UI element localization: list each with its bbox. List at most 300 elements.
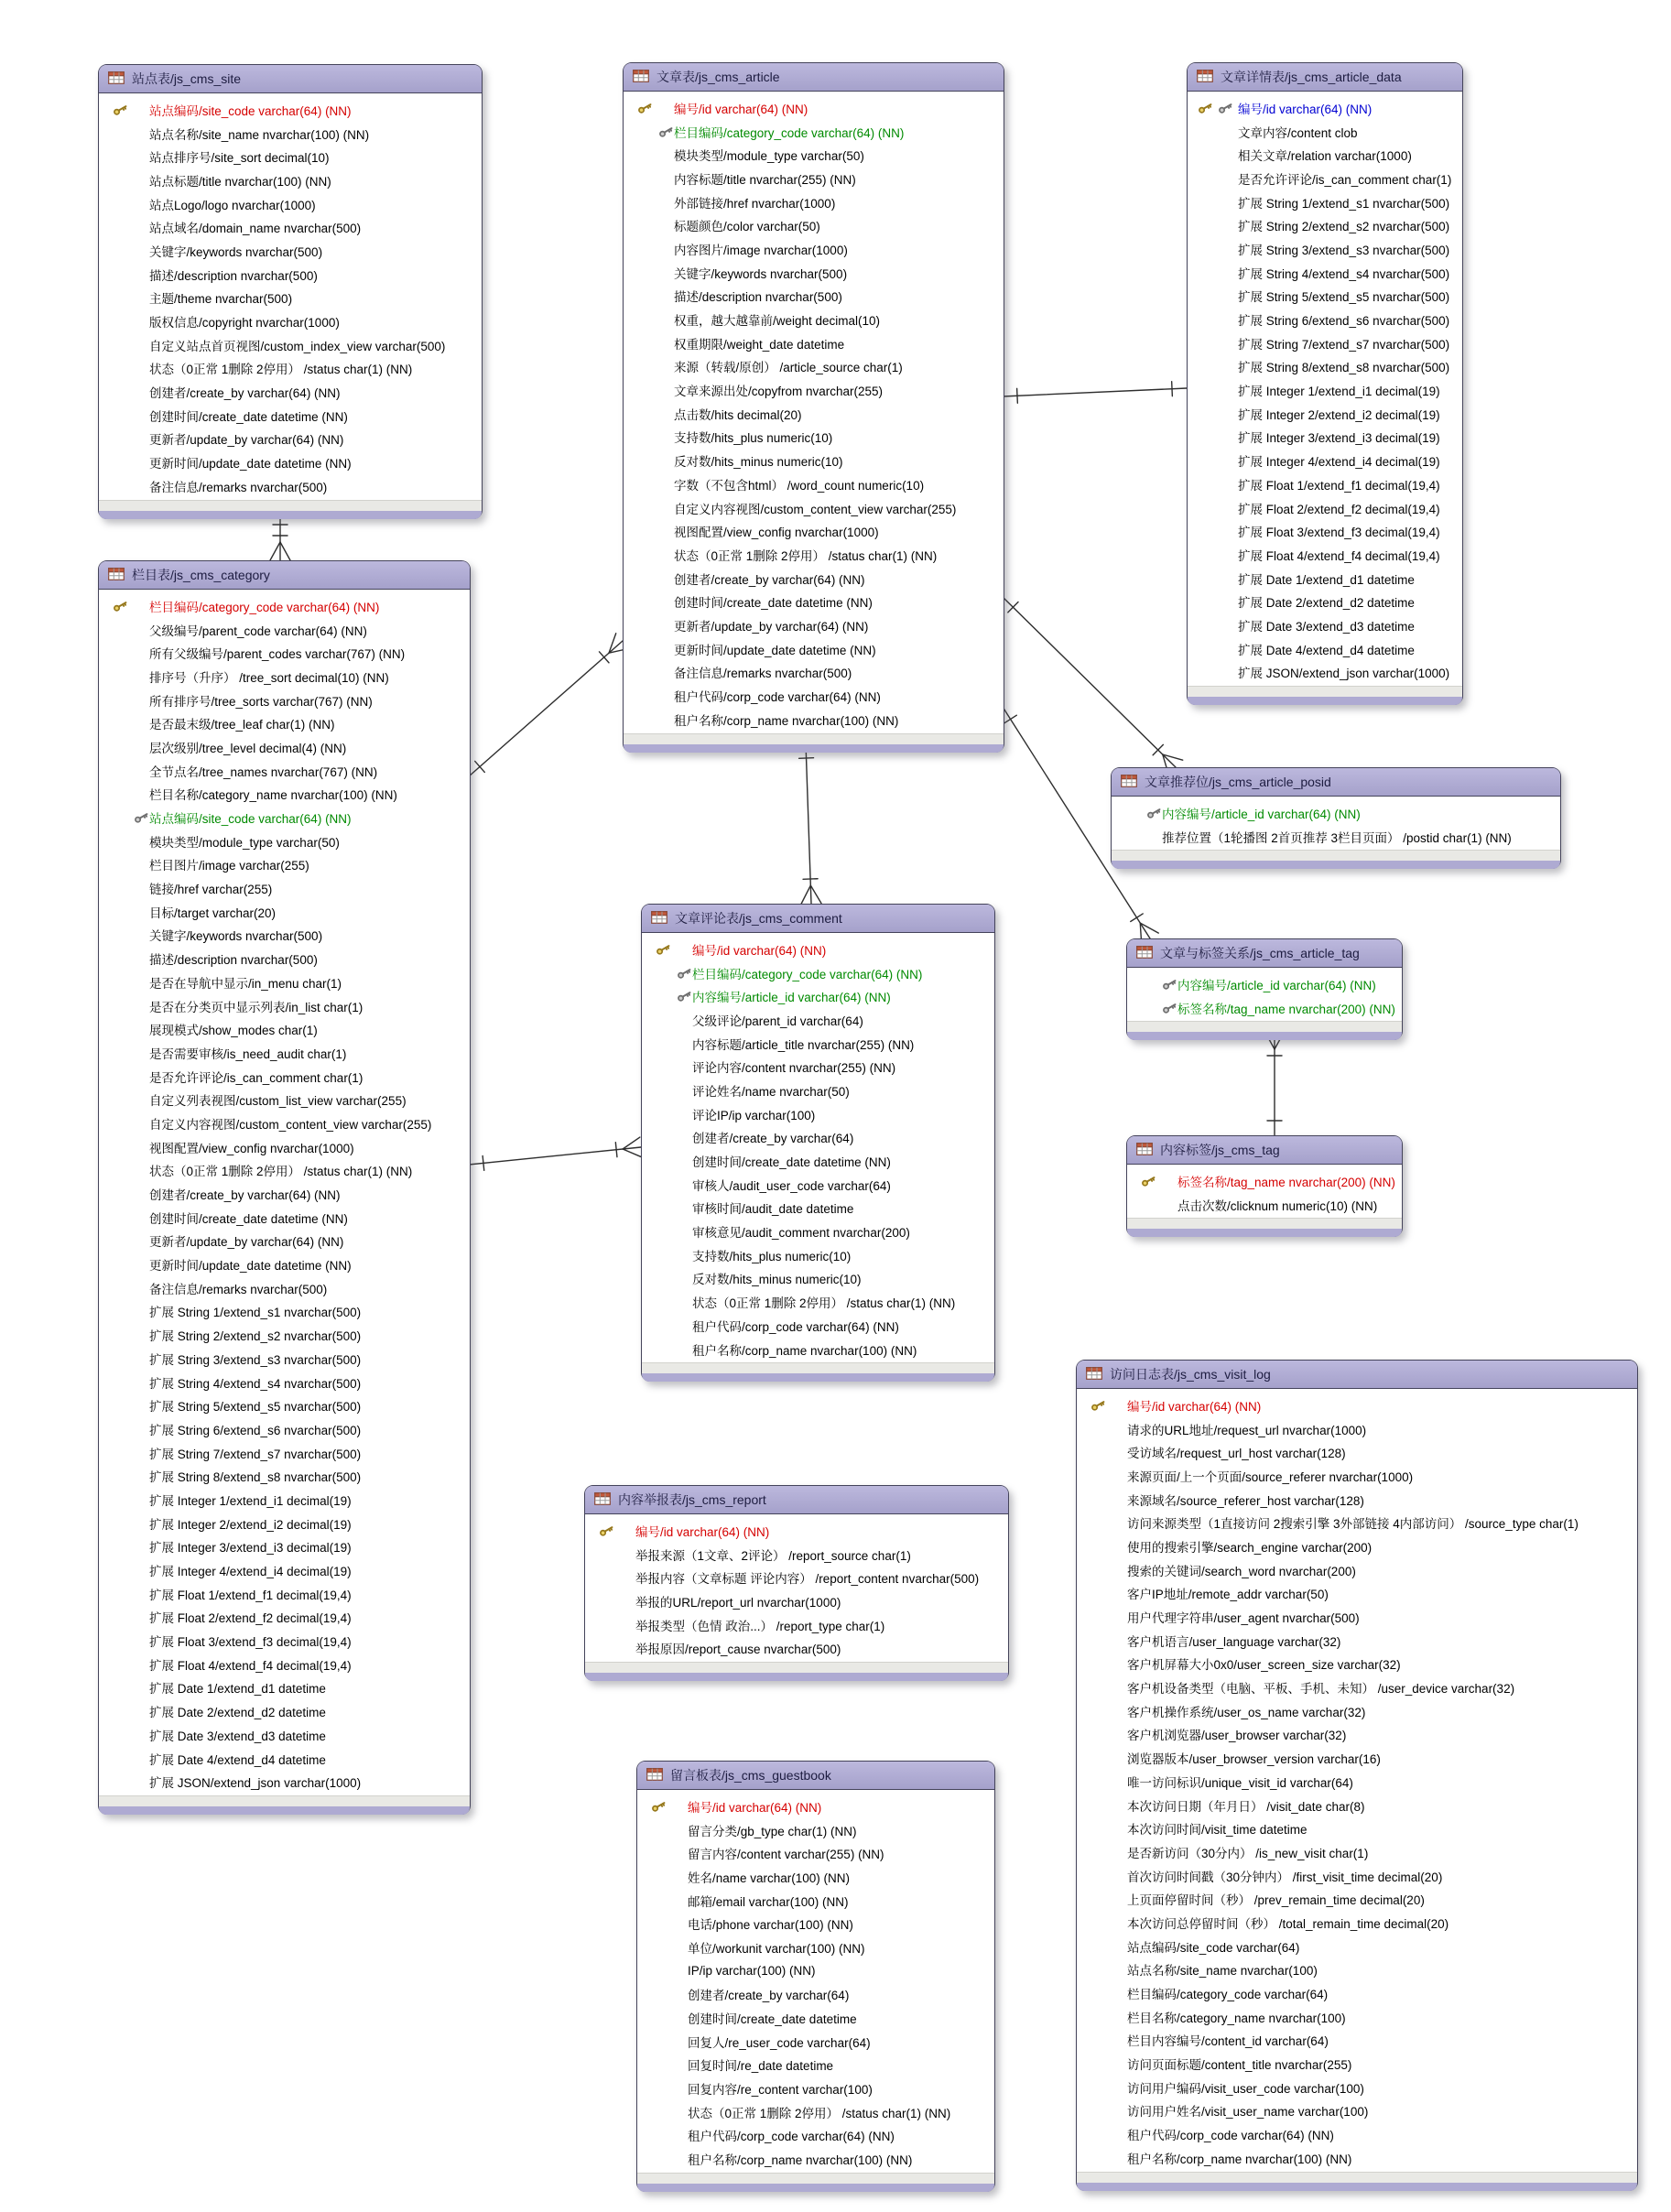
field-row[interactable] (1077, 1464, 1637, 1488)
field-row[interactable] (642, 1290, 994, 1314)
field-row[interactable] (1127, 996, 1402, 1020)
table-js_cms_category[interactable] (98, 560, 471, 1815)
field-row[interactable] (1188, 543, 1462, 567)
field-row[interactable] (99, 994, 470, 1018)
field-row[interactable] (624, 308, 1004, 331)
field-row[interactable] (624, 355, 1004, 379)
field-label: 站点Logo/logo nvarchar(1000) (149, 198, 316, 212)
field-label: 本次访问总停留时间（秒） /total_remain_time decimal(20) (1127, 1916, 1449, 1931)
field-row[interactable] (624, 567, 1004, 591)
field-row[interactable] (1077, 1417, 1637, 1441)
field-row[interactable] (1188, 519, 1462, 543)
field-row[interactable] (1188, 190, 1462, 214)
field-row[interactable] (1077, 1699, 1637, 1723)
field-row[interactable] (585, 1636, 1008, 1660)
field-row[interactable] (624, 661, 1004, 685)
primary-key-icon (656, 942, 671, 956)
field-row[interactable] (624, 590, 1004, 613)
field-row[interactable] (1127, 972, 1402, 996)
field-label: 访问用户姓名/visit_user_name varchar(100) (1127, 2105, 1369, 2120)
field-label: 自定义站点首页视图/custom_index_view varchar(500) (149, 339, 446, 353)
field-row[interactable] (624, 378, 1004, 402)
field-row[interactable] (1077, 2076, 1637, 2099)
field-row[interactable] (1077, 1911, 1637, 1935)
field-list (585, 1514, 1008, 1662)
field-row[interactable] (99, 711, 470, 735)
field-row[interactable] (1188, 261, 1462, 285)
field-label: 唯一访问标识/unique_visit_id varchar(64) (1127, 1775, 1353, 1790)
field-label: 租户名称/corp_name nvarchar(100) (NN) (692, 1343, 917, 1358)
field-row[interactable] (99, 641, 470, 665)
field-label: 链接/href varchar(255) (149, 883, 273, 897)
field-row[interactable] (624, 167, 1004, 190)
field-label: 扩展 Float 1/extend_f1 decimal(19,4) (1238, 478, 1440, 493)
field-row[interactable] (99, 1347, 470, 1371)
field-row[interactable] (99, 806, 470, 830)
relationship-article-comment[interactable] (799, 743, 821, 904)
field-row[interactable] (1077, 1816, 1637, 1840)
field-row[interactable] (642, 1008, 994, 1032)
field-row[interactable] (99, 1606, 470, 1630)
field-row[interactable] (99, 1535, 470, 1559)
field-row[interactable] (99, 380, 482, 404)
field-row[interactable] (642, 1032, 994, 1056)
field-row[interactable] (1077, 1887, 1637, 1911)
field-label: 编号/id varchar(64) (NN) (674, 102, 808, 116)
field-row[interactable] (99, 1041, 470, 1065)
table-header[interactable] (1077, 1361, 1637, 1389)
field-row[interactable] (1188, 402, 1462, 426)
field-row[interactable] (1077, 1981, 1637, 2005)
field-row[interactable] (99, 1464, 470, 1488)
field-row[interactable] (624, 190, 1004, 214)
field-label: 所有排序号/tree_sorts varchar(767) (NN) (149, 694, 373, 709)
field-row[interactable] (585, 1613, 1008, 1637)
field-row[interactable] (99, 1699, 470, 1723)
field-label: 父级评论/parent_id varchar(64) (692, 1014, 863, 1028)
field-label: 反对数/hits_minus numeric(10) (692, 1273, 862, 1287)
field-label: 审核意见/audit_comment nvarchar(200) (692, 1226, 910, 1241)
field-label: 客户机屏幕大小0x0/user_screen_size varchar(32) (1127, 1658, 1401, 1673)
field-label: 内容编号/article_id varchar(64) (NN) (1162, 807, 1361, 821)
field-label: 举报内容（文章标题 评论内容） /report_content nvarchar(500) (635, 1572, 980, 1587)
field-row[interactable] (624, 472, 1004, 496)
field-row[interactable] (1188, 167, 1462, 190)
field-row[interactable] (99, 474, 482, 498)
field-row[interactable] (624, 285, 1004, 309)
field-row[interactable] (1077, 1958, 1637, 1982)
field-row[interactable] (642, 1267, 994, 1291)
field-row[interactable] (1112, 801, 1560, 825)
field-row[interactable] (624, 519, 1004, 543)
field-row[interactable] (99, 1182, 470, 1206)
field-row[interactable] (99, 783, 470, 807)
field-label: 扩展 Integer 1/extend_i1 decimal(19) (149, 1493, 352, 1508)
table-js_cms_article_tag[interactable] (1126, 938, 1403, 1040)
table-footer (637, 2173, 994, 2191)
field-row[interactable] (99, 1676, 470, 1700)
field-row[interactable] (585, 1566, 1008, 1589)
field-row[interactable] (1077, 2146, 1637, 2170)
field-row[interactable] (99, 450, 482, 474)
field-row[interactable] (1077, 1746, 1637, 1770)
field-row[interactable] (99, 1017, 470, 1041)
field-label: 描述/description nvarchar(500) (674, 290, 842, 305)
field-label: 排序号（升序） /tree_sort decimal(10) (NN) (149, 670, 389, 685)
table-title: 文章推荐位/js_cms_article_posid (1145, 775, 1331, 789)
field-row[interactable] (99, 830, 470, 853)
field-row[interactable] (1077, 1511, 1637, 1534)
table-js_cms_comment[interactable] (641, 904, 995, 1382)
field-row[interactable] (637, 2076, 994, 2100)
field-row[interactable] (1077, 2122, 1637, 2146)
field-row[interactable] (642, 984, 994, 1008)
field-row[interactable] (1188, 637, 1462, 661)
field-row[interactable] (99, 1252, 470, 1276)
field-row[interactable] (642, 1055, 994, 1079)
field-row[interactable] (624, 96, 1004, 120)
field-row[interactable] (99, 263, 482, 287)
field-row[interactable] (624, 261, 1004, 285)
table-title: 栏目表/js_cms_category (132, 568, 270, 582)
table-js_cms_report[interactable] (584, 1485, 1009, 1681)
field-row[interactable] (99, 122, 482, 146)
table-js_cms_article_data[interactable] (1187, 62, 1463, 705)
field-row[interactable] (637, 1841, 994, 1865)
relationship-article-article_data[interactable] (1003, 382, 1187, 404)
field-row[interactable] (99, 287, 482, 310)
field-row[interactable] (99, 618, 470, 642)
field-row[interactable] (624, 708, 1004, 732)
field-row[interactable] (642, 1079, 994, 1102)
table-header[interactable] (1127, 939, 1402, 968)
field-row[interactable] (637, 2030, 994, 2054)
primary-key-icon (651, 1799, 667, 1813)
field-row[interactable] (99, 665, 470, 689)
field-row[interactable] (642, 1220, 994, 1243)
field-row[interactable] (637, 2100, 994, 2124)
field-row[interactable] (637, 1959, 994, 1983)
table-js_cms_visit_log[interactable] (1076, 1360, 1638, 2191)
field-row[interactable] (1077, 1935, 1637, 1958)
field-row[interactable] (637, 1889, 994, 1913)
field-row[interactable] (99, 145, 482, 168)
table-header[interactable] (99, 561, 470, 590)
field-row[interactable] (1188, 120, 1462, 144)
field-label: 搜索的关键词/search_word nvarchar(200) (1127, 1564, 1356, 1578)
field-row[interactable] (99, 1558, 470, 1582)
field-row[interactable] (642, 1149, 994, 1173)
field-row[interactable] (1188, 613, 1462, 637)
field-row[interactable] (1188, 567, 1462, 591)
field-label: 是否允许评论/is_can_comment char(1) (149, 1070, 363, 1085)
field-row[interactable] (99, 1323, 470, 1347)
field-row[interactable] (99, 853, 470, 877)
field-row[interactable] (99, 735, 470, 759)
field-row[interactable] (99, 1441, 470, 1465)
field-row[interactable] (99, 98, 482, 122)
field-row[interactable] (99, 428, 482, 451)
field-row[interactable] (1077, 1488, 1637, 1512)
field-label: 字数（不包含html） /word_count numeric(10) (674, 478, 925, 493)
field-row[interactable] (99, 1747, 470, 1771)
field-label: 栏目内容编号/content_id varchar(64) (1127, 2034, 1329, 2049)
field-row[interactable] (1077, 1393, 1637, 1417)
field-row[interactable] (642, 1243, 994, 1267)
field-row[interactable] (1127, 1169, 1402, 1193)
field-row[interactable] (99, 1159, 470, 1183)
relationship-category-comment[interactable] (469, 1137, 642, 1170)
field-label: 栏目编码/category_code varchar(64) (NN) (692, 967, 923, 981)
field-row[interactable] (1077, 1840, 1637, 1864)
field-label: 扩展 Float 2/extend_f2 decimal(19,4) (149, 1611, 352, 1626)
field-list (99, 590, 470, 1795)
field-row[interactable] (1188, 331, 1462, 355)
table-js_cms_tag[interactable] (1126, 1135, 1403, 1237)
field-row[interactable] (99, 357, 482, 381)
field-row[interactable] (1077, 1770, 1637, 1794)
field-label: 是否在分类页中显示列表/in_list char(1) (149, 1000, 363, 1014)
field-row[interactable] (624, 331, 1004, 355)
table-header[interactable] (1127, 1136, 1402, 1165)
field-row[interactable] (624, 543, 1004, 567)
field-row[interactable] (99, 924, 470, 948)
field-label: 举报类型（色情 政治...） /report_type char(1) (635, 1619, 885, 1633)
field-row[interactable] (1077, 2005, 1637, 2029)
field-row[interactable] (99, 1770, 470, 1794)
field-row[interactable] (1077, 1629, 1637, 1653)
field-row[interactable] (99, 876, 470, 900)
table-header[interactable] (637, 1762, 994, 1790)
primary-key-icon (637, 101, 653, 114)
field-list (642, 933, 994, 1362)
field-row[interactable] (642, 938, 994, 961)
field-label: 扩展 String 2/extend_s2 nvarchar(500) (149, 1329, 362, 1344)
field-label: 主题/theme nvarchar(500) (149, 292, 293, 307)
table-header[interactable] (1112, 768, 1560, 797)
field-row[interactable] (99, 192, 482, 216)
field-row[interactable] (637, 1818, 994, 1842)
field-list (1188, 92, 1462, 686)
field-label: 备注信息/remarks nvarchar(500) (149, 1282, 328, 1296)
field-row[interactable] (99, 689, 470, 712)
field-row[interactable] (585, 1519, 1008, 1543)
table-js_cms_site[interactable] (98, 64, 483, 519)
field-label: 描述/description nvarchar(500) (149, 953, 318, 968)
field-row[interactable] (99, 947, 470, 970)
field-label: 更新时间/update_date datetime (NN) (149, 457, 352, 472)
field-row[interactable] (637, 1983, 994, 2007)
foreign-key-icon (1146, 806, 1162, 819)
field-row[interactable] (1112, 825, 1560, 849)
field-row[interactable] (1077, 1723, 1637, 1747)
field-row[interactable] (624, 613, 1004, 637)
field-row[interactable] (99, 1512, 470, 1535)
field-row[interactable] (642, 1338, 994, 1361)
field-row[interactable] (1077, 2099, 1637, 2123)
field-row[interactable] (642, 1314, 994, 1338)
table-title: 留言板表/js_cms_guestbook (670, 1768, 831, 1783)
field-label: 编号/id varchar(64) (NN) (1238, 102, 1373, 116)
field-label: 回复内容/re_content varchar(100) (688, 2083, 873, 2098)
table-footer (624, 733, 1004, 752)
relationship-category-article[interactable] (469, 634, 629, 776)
field-row[interactable] (1077, 1558, 1637, 1582)
field-row[interactable] (1077, 2052, 1637, 2076)
table-footer (1127, 1021, 1402, 1039)
field-row[interactable] (99, 1230, 470, 1253)
field-row[interactable] (99, 333, 482, 357)
field-row[interactable] (642, 1126, 994, 1150)
field-row[interactable] (99, 970, 470, 994)
field-list (1127, 968, 1402, 1021)
field-row[interactable] (1188, 285, 1462, 309)
field-row[interactable] (624, 120, 1004, 144)
field-row[interactable] (1188, 496, 1462, 520)
field-row[interactable] (99, 1135, 470, 1159)
field-row[interactable] (637, 1936, 994, 1959)
field-row[interactable] (99, 1417, 470, 1441)
field-row[interactable] (642, 1173, 994, 1197)
field-label: 内容图片/image nvarchar(1000) (674, 243, 848, 257)
field-row[interactable] (585, 1589, 1008, 1613)
field-row[interactable] (99, 1206, 470, 1230)
field-label: 站点域名/domain_name nvarchar(500) (149, 222, 362, 236)
field-row[interactable] (1077, 2029, 1637, 2053)
relationship-article_tag-tag[interactable] (1264, 1031, 1285, 1135)
field-row[interactable] (99, 594, 470, 618)
table-header[interactable] (99, 65, 482, 93)
field-row[interactable] (1188, 355, 1462, 379)
field-row[interactable] (99, 900, 470, 924)
table-header[interactable] (1188, 63, 1462, 92)
field-row[interactable] (1077, 1794, 1637, 1817)
field-row[interactable] (99, 1276, 470, 1300)
field-row[interactable] (637, 1795, 994, 1818)
field-row[interactable] (1188, 661, 1462, 685)
field-row[interactable] (99, 1111, 470, 1135)
field-label: 扩展 Date 4/extend_d4 datetime (149, 1752, 326, 1767)
field-row[interactable] (585, 1543, 1008, 1567)
table-header[interactable] (624, 63, 1004, 92)
field-row[interactable] (99, 1393, 470, 1417)
field-label: 编号/id varchar(64) (NN) (692, 943, 827, 958)
field-row[interactable] (1077, 1582, 1637, 1606)
field-label: 栏目名称/category_name nvarchar(100) (NN) (149, 788, 397, 803)
field-row[interactable] (1077, 1605, 1637, 1629)
field-row[interactable] (1188, 213, 1462, 237)
field-row[interactable] (99, 404, 482, 428)
field-row[interactable] (624, 637, 1004, 661)
field-row[interactable] (1188, 308, 1462, 331)
field-row[interactable] (99, 309, 482, 333)
field-row[interactable] (1077, 1675, 1637, 1699)
field-row[interactable] (1077, 1440, 1637, 1464)
field-row[interactable] (1077, 1864, 1637, 1888)
table-icon (646, 1768, 663, 1784)
field-row[interactable] (1077, 1534, 1637, 1558)
field-row[interactable] (624, 496, 1004, 520)
field-label: 内容标题/article_title nvarchar(255) (NN) (692, 1037, 915, 1052)
field-row[interactable] (637, 1865, 994, 1889)
field-row[interactable] (1188, 426, 1462, 450)
field-label: 访问用户编码/visit_user_code varchar(100) (1127, 2081, 1364, 2096)
field-row[interactable] (1188, 237, 1462, 261)
table-header[interactable] (585, 1486, 1008, 1514)
table-icon (1136, 946, 1153, 961)
field-row[interactable] (1188, 143, 1462, 167)
field-row[interactable] (1077, 1653, 1637, 1676)
field-row[interactable] (99, 168, 482, 192)
field-row[interactable] (99, 1088, 470, 1111)
field-row[interactable] (1188, 96, 1462, 120)
field-row[interactable] (624, 426, 1004, 450)
field-row[interactable] (624, 684, 1004, 708)
field-row[interactable] (624, 402, 1004, 426)
field-row[interactable] (99, 1300, 470, 1324)
field-row[interactable] (1188, 449, 1462, 472)
field-label: 更新时间/update_date datetime (NN) (149, 1259, 352, 1274)
field-row[interactable] (1127, 1193, 1402, 1217)
field-row[interactable] (1188, 378, 1462, 402)
field-row[interactable] (637, 2147, 994, 2171)
field-label: 是否允许评论/is_can_comment char(1) (1238, 172, 1452, 187)
table-title: 站点表/js_cms_site (132, 71, 242, 86)
field-row[interactable] (624, 237, 1004, 261)
field-label: 扩展 String 2/extend_s2 nvarchar(500) (1238, 220, 1450, 234)
table-js_cms_guestbook[interactable] (636, 1761, 995, 2192)
table-js_cms_posid[interactable] (1111, 767, 1561, 869)
field-row[interactable] (642, 961, 994, 985)
field-list (99, 93, 482, 500)
field-row[interactable] (637, 2054, 994, 2077)
field-row[interactable] (99, 1653, 470, 1676)
table-title: 访问日志表/js_cms_visit_log (1110, 1367, 1271, 1382)
field-row[interactable] (99, 1629, 470, 1653)
field-label: 展现模式/show_modes char(1) (149, 1024, 318, 1038)
field-label: 标签名称/tag_name nvarchar(200) (NN) (1177, 1175, 1395, 1189)
field-label: 扩展 Integer 1/extend_i1 decimal(19) (1238, 385, 1440, 399)
field-row[interactable] (99, 1582, 470, 1606)
field-row[interactable] (99, 239, 482, 263)
field-row[interactable] (637, 2124, 994, 2148)
field-label: 状态（0正常 1删除 2停用） /status char(1) (NN) (692, 1296, 956, 1311)
field-row[interactable] (99, 1488, 470, 1512)
field-row[interactable] (99, 1065, 470, 1089)
field-row[interactable] (1188, 472, 1462, 496)
field-label: 评论内容/content nvarchar(255) (NN) (692, 1061, 896, 1076)
field-row[interactable] (624, 143, 1004, 167)
table-header[interactable] (642, 905, 994, 933)
field-row[interactable] (99, 1371, 470, 1394)
field-row[interactable] (637, 2006, 994, 2030)
table-icon (1197, 70, 1213, 85)
field-row[interactable] (624, 449, 1004, 472)
field-row[interactable] (99, 759, 470, 783)
table-js_cms_article[interactable] (623, 62, 1004, 753)
field-row[interactable] (624, 213, 1004, 237)
field-row[interactable] (99, 1723, 470, 1747)
relationship-article-posid[interactable] (1003, 597, 1183, 775)
field-row[interactable] (642, 1102, 994, 1126)
field-row[interactable] (642, 1197, 994, 1220)
field-label: 扩展 JSON/extend_json varchar(1000) (149, 1776, 362, 1791)
field-row[interactable] (99, 215, 482, 239)
field-label: 点击数/hits decimal(20) (674, 407, 802, 422)
table-footer (99, 500, 482, 518)
field-row[interactable] (1188, 590, 1462, 613)
field-row[interactable] (637, 1912, 994, 1936)
